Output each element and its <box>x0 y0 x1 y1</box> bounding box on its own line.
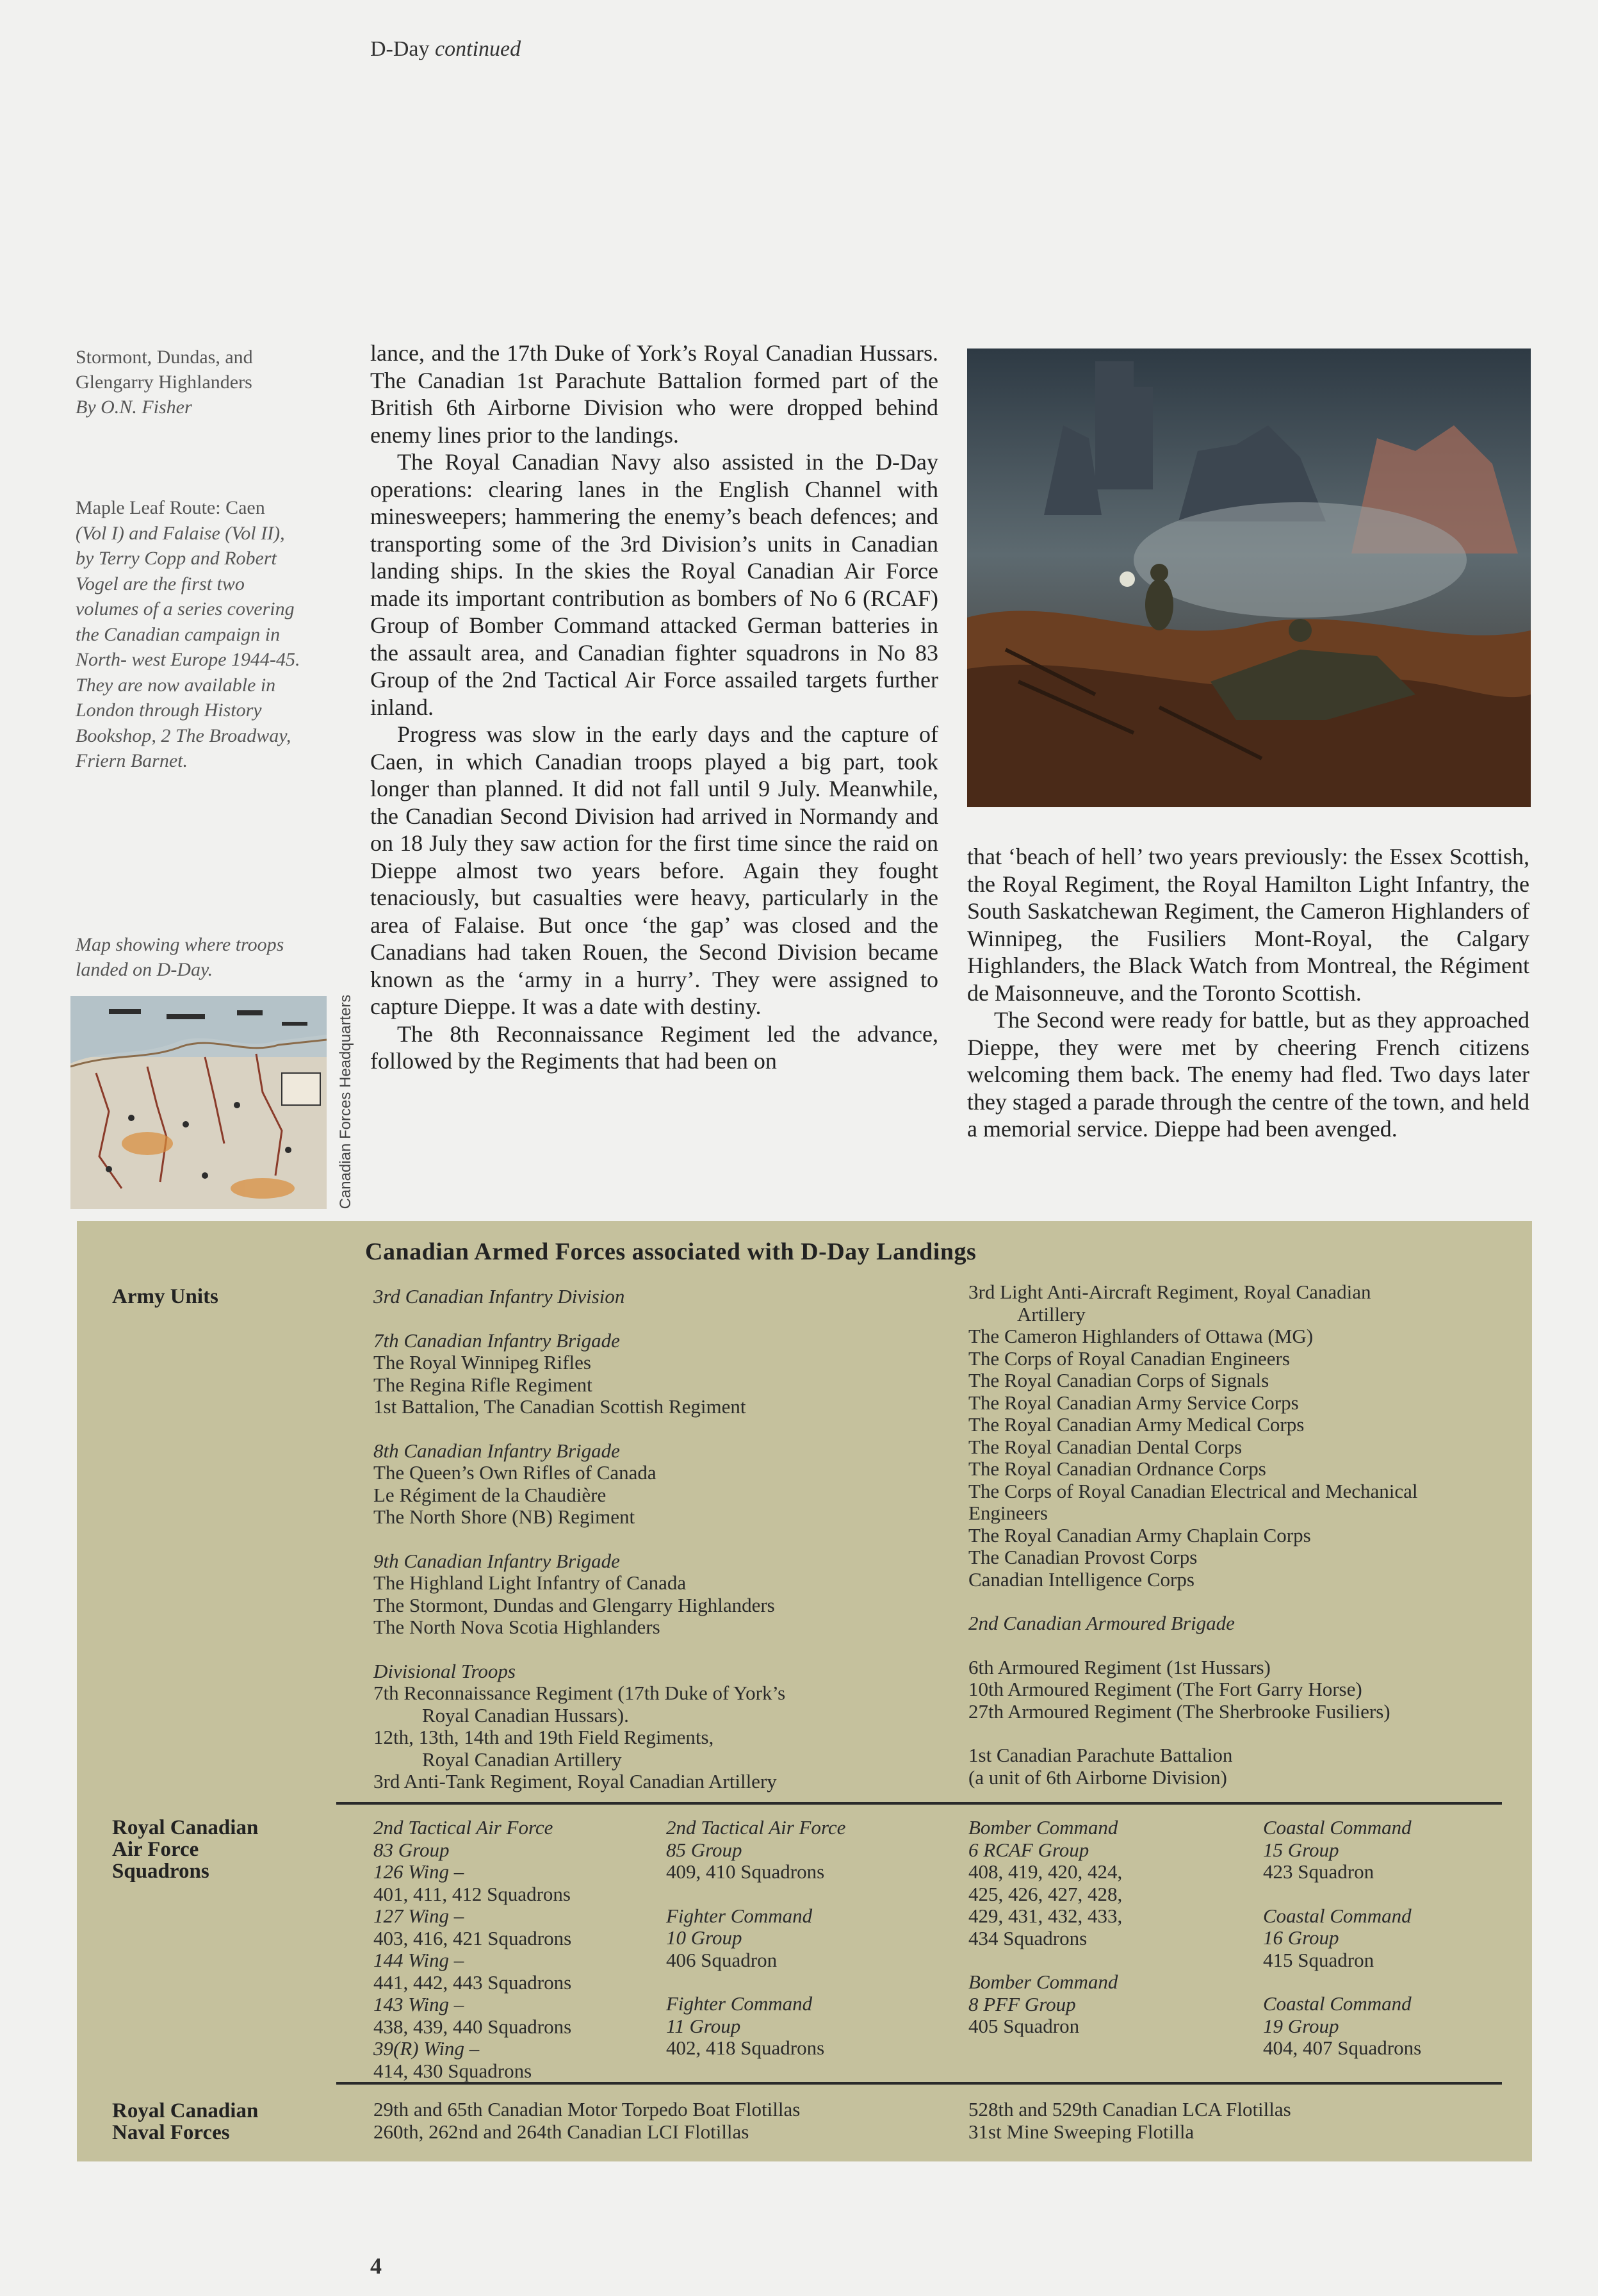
book-note-line: North- west Europe 1944-45. <box>76 649 300 670</box>
painting-artist: By O.N. Fisher <box>76 397 192 418</box>
book-note-line: Bookshop, 2 The Broadway, <box>76 725 291 746</box>
air-force-label-line: Royal Canadian <box>112 1816 259 1839</box>
list-item: Le Régiment de la Chaudière <box>373 1483 607 1506</box>
painting-illustration <box>967 348 1531 807</box>
photo-credit-text: Canadian Forces Headquarters <box>337 994 354 1210</box>
header-title: D-Day <box>370 37 430 61</box>
list-heading: Fighter Command <box>666 1904 813 1927</box>
list-item: The Corps of Royal Canadian Electrical and Mechanical <box>968 1479 1418 1502</box>
list-spacer <box>1263 1971 1421 1993</box>
list-item: 12th, 13th, 14th and 19th Field Regiments, <box>373 1726 714 1748</box>
list-item: 402, 418 Squadrons <box>666 2037 825 2059</box>
book-note-line: They are now available in <box>76 674 276 696</box>
army-units-right-list <box>968 1281 1418 1789</box>
list-item: 404, 407 Squadrons <box>1263 2037 1422 2059</box>
naval-forces-label-line: Naval Forces <box>112 2121 230 2144</box>
list-item: The Cameron Highlanders of Ottawa (MG) <box>968 1325 1314 1347</box>
list-spacer <box>666 1971 845 1993</box>
page-number: 4 <box>370 2253 382 2279</box>
list-item: 6th Armoured Regiment (1st Hussars) <box>968 1655 1271 1678</box>
list-heading: Bomber Command <box>968 1971 1118 1993</box>
naval-forces-left-list <box>373 2099 800 2143</box>
list-heading: 15 Group <box>1263 1838 1339 1861</box>
list-item: 429, 431, 432, 433, <box>968 1905 1123 1927</box>
list-heading: 3rd Canadian Infantry Division <box>373 1285 625 1308</box>
list-spacer <box>373 1308 785 1330</box>
list-spacer <box>1263 1883 1421 1905</box>
list-item: The North Nova Scotia Highlanders <box>373 1616 660 1638</box>
list-item: 1st Battalion, The Canadian Scottish Regiment <box>373 1395 746 1418</box>
list-item: 403, 416, 421 Squadrons <box>373 1926 572 1949</box>
list-spacer <box>968 1723 1418 1744</box>
list-item: The Stormont, Dundas and Glengarry Highlanders <box>373 1593 775 1616</box>
list-item: The Royal Canadian Corps of Signals <box>968 1369 1269 1391</box>
painting-caption-line: Stormont, Dundas, and <box>76 347 253 368</box>
list-item: Royal Canadian Artillery <box>422 1748 622 1771</box>
map-caption-line: Map showing where troops <box>76 934 284 955</box>
list-item: The North Shore (NB) Regiment <box>373 1505 635 1528</box>
paragraph: lance, and the 17th Duke of York’s Royal Canadian Hussars. The Canadian 1st Parachute Battalion formed part of the British 6th Airborne Division who were dropped behind enemy lines prior to the landings. <box>370 340 938 448</box>
book-note-line: volumes of a series covering <box>76 598 295 619</box>
section-divider <box>336 2082 1502 2085</box>
map-caption <box>76 932 332 982</box>
list-item: 434 Squadrons <box>968 1926 1088 1949</box>
list-heading: 39(R) Wing – <box>373 2037 480 2060</box>
list-item: 29th and 65th Canadian Motor Torpedo Boat Flotillas <box>373 2098 801 2120</box>
book-note-title: Maple Leaf Route: Caen <box>76 497 265 518</box>
army-units-left-list <box>373 1286 785 1793</box>
d-day-map-image <box>70 996 327 1209</box>
list-item: The Canadian Provost Corps <box>968 1546 1198 1568</box>
list-item: The Royal Winnipeg Rifles <box>373 1351 591 1374</box>
book-note-line: (Vol I) and Falaise (Vol II), <box>76 522 285 544</box>
list-item: 423 Squadron <box>1263 1860 1374 1883</box>
air-force-column-3 <box>968 1817 1122 2038</box>
list-item: The Highland Light Infantry of Canada <box>373 1571 687 1594</box>
list-heading: 11 Group <box>666 2014 741 2037</box>
page-header <box>370 37 521 62</box>
book-note-line: the Canadian campaign in <box>76 623 281 645</box>
list-item: The Queen’s Own Rifles of Canada <box>373 1461 656 1484</box>
list-spacer <box>373 1639 785 1660</box>
list-heading: Fighter Command <box>666 1992 813 2015</box>
map-caption-line: landed on D-Day. <box>76 959 213 980</box>
naval-forces-label-line: Royal Canadian <box>112 2099 259 2122</box>
map-illustration <box>70 996 327 1209</box>
list-spacer <box>373 1529 785 1550</box>
list-spacer <box>666 1883 845 1905</box>
book-note-line: Vogel are the first two <box>76 573 245 594</box>
list-item: 409, 410 Squadrons <box>666 1860 825 1883</box>
list-heading: Divisional Troops <box>373 1659 516 1682</box>
list-item: The Royal Canadian Army Chaplain Corps <box>968 1523 1311 1546</box>
list-spacer <box>968 1635 1418 1657</box>
book-note-line: by Terry Copp and Robert <box>76 548 277 569</box>
list-item: Engineers <box>968 1502 1048 1524</box>
list-item: Canadian Intelligence Corps <box>968 1568 1194 1591</box>
list-item: 415 Squadron <box>1263 1948 1374 1971</box>
list-item: 405 Squadron <box>968 2015 1080 2037</box>
list-item: The Corps of Royal Canadian Engineers <box>968 1347 1290 1370</box>
list-item: 425, 426, 427, 428, <box>968 1882 1123 1905</box>
list-heading: 8th Canadian Infantry Brigade <box>373 1439 620 1462</box>
air-force-label <box>112 1817 258 1882</box>
list-item: 441, 442, 443 Squadrons <box>373 1971 572 1994</box>
list-heading: 10 Group <box>666 1926 742 1949</box>
list-heading: Coastal Command <box>1263 1816 1412 1839</box>
list-item: The Royal Canadian Army Medical Corps <box>968 1413 1305 1436</box>
list-item: 438, 439, 440 Squadrons <box>373 2015 572 2038</box>
list-item: 1st Canadian Parachute Battalion <box>968 1744 1233 1766</box>
book-note <box>76 495 332 774</box>
list-heading: 144 Wing – <box>373 1949 464 1971</box>
list-heading: 16 Group <box>1263 1926 1339 1949</box>
painting-caption <box>76 345 332 420</box>
list-item: 401, 411, 412 Squadrons <box>373 1882 571 1905</box>
list-spacer <box>968 1949 1122 1971</box>
list-heading: 8 PFF Group <box>968 1992 1076 2015</box>
list-heading: 126 Wing – <box>373 1860 464 1883</box>
list-item: (a unit of 6th Airborne Division) <box>968 1766 1227 1789</box>
list-spacer <box>968 1591 1418 1612</box>
book-note-line: Friern Barnet. <box>76 750 188 771</box>
list-item: 528th and 529th Canadian LCA Flotillas <box>968 2098 1291 2120</box>
list-heading: 2nd Tactical Air Force <box>373 1816 553 1839</box>
air-force-label-line: Squadrons <box>112 1860 209 1883</box>
list-spacer <box>373 1418 785 1440</box>
list-heading: 127 Wing – <box>373 1905 464 1927</box>
list-heading: 85 Group <box>666 1838 742 1861</box>
list-item: The Royal Canadian Ordnance Corps <box>968 1457 1266 1480</box>
list-item: 406 Squadron <box>666 1948 778 1971</box>
paragraph: The Second were ready for battle, but as they approached Dieppe, they were met by cheering French citizens welcoming them back. The enemy had fled. Two days later they staged a parade through the centre of the town, and held a memorial service. Dieppe had been avenged. <box>967 1007 1529 1142</box>
list-item: 3rd Light Anti-Aircraft Regiment, Royal Canadian <box>968 1281 1371 1303</box>
paragraph: that ‘beach of hell’ two years previously: the Essex Scottish, the Royal Regiment, the Royal Hamilton Light Infantry, the South Saskatchewan Regiment, the Cameron Highlanders of Winnipeg, the Fusiliers Mont-Royal, the Calgary Highlanders, the Black Watch from Montreal, the Régiment de Maisonneuve, and the Toronto Scottish. <box>967 844 1529 1006</box>
list-heading: 7th Canadian Infantry Brigade <box>373 1329 620 1352</box>
list-item: The Royal Canadian Dental Corps <box>968 1435 1243 1458</box>
list-item: Royal Canadian Hussars). <box>422 1703 629 1726</box>
list-heading: 143 Wing – <box>373 1993 464 2015</box>
painting-caption-line: Glengarry Highlanders <box>76 372 252 393</box>
list-item: 414, 430 Squadrons <box>373 2059 532 2082</box>
paragraph: The 8th Reconnaissance Regiment led the advance, followed by the Regiments that had been on <box>370 1021 938 1074</box>
section-divider <box>336 1802 1502 1805</box>
list-item: The Regina Rifle Regiment <box>373 1373 592 1396</box>
paragraph: Progress was slow in the early days and the capture of Caen, in which Canadian troops played a big part, took longer than planned. It did not fall until 9 July. Meanwhile, the Canadian Second Division had arrived in Normandy and on 18 July they saw action for the first time since the raid on Dieppe almost two years before. Again they fought tenaciously, but casualties were heavy, particularly in the area of Falaise. But once ‘the gap’ was closed and the Canadians had taken Rouen, the Second Division became known as the ‘army in a hurry’. They were assigned to capture Dieppe. It was a date with destiny. <box>370 721 938 1019</box>
naval-forces-right-list <box>968 2099 1291 2143</box>
naval-forces-label <box>112 2100 258 2144</box>
body-column-right <box>967 843 1529 1143</box>
list-item: 7th Reconnaissance Regiment (17th Duke of York’s <box>373 1682 786 1704</box>
air-force-label-line: Air Force <box>112 1838 199 1861</box>
list-item: 31st Mine Sweeping Flotilla <box>968 2120 1194 2143</box>
photo-credit <box>333 993 359 1211</box>
list-heading: 83 Group <box>373 1838 450 1861</box>
list-item: 3rd Anti-Tank Regiment, Royal Canadian Artillery <box>373 1770 777 1792</box>
list-item: The Royal Canadian Army Service Corps <box>968 1391 1299 1414</box>
list-item: 10th Armoured Regiment (The Fort Garry Horse) <box>968 1678 1362 1700</box>
list-item: 260th, 262nd and 264th Canadian LCI Flotillas <box>373 2120 749 2143</box>
list-item: 408, 419, 420, 424, <box>968 1860 1123 1883</box>
list-heading: 2nd Tactical Air Force <box>666 1816 846 1839</box>
list-heading: Coastal Command <box>1263 1992 1412 2015</box>
list-heading: 6 RCAF Group <box>968 1838 1089 1861</box>
air-force-column-2 <box>666 1817 845 2060</box>
war-painting-image <box>967 348 1531 807</box>
list-item: 27th Armoured Regiment (The Sherbrooke Fusiliers) <box>968 1700 1390 1723</box>
air-force-column-4 <box>1263 1817 1421 2060</box>
air-force-column-1 <box>373 1817 571 2082</box>
list-heading: 19 Group <box>1263 2014 1339 2037</box>
book-note-line: London through History <box>76 700 262 721</box>
list-item: Artillery <box>1017 1302 1086 1325</box>
list-heading: Coastal Command <box>1263 1904 1412 1927</box>
list-heading: 2nd Canadian Armoured Brigade <box>968 1612 1235 1634</box>
header-title-suffix: continued <box>435 37 521 61</box>
list-heading: 9th Canadian Infantry Brigade <box>373 1549 620 1572</box>
army-units-label: Army Units <box>112 1285 218 1308</box>
list-heading: Bomber Command <box>968 1816 1118 1839</box>
paragraph: The Royal Canadian Navy also assisted in the D-Day operations: clearing lanes in the English Channel with minesweepers; hammering the enemy’s beach defences; and transporting some of the 3rd Division’s units in Canadian landing ships. In the skies the Royal Canadian Air Force made its important contribution as bombers of No 6 (RCAF) Group of Bomber Command attacked German batteries in the assault area, and Canadian fighter squadrons in No 83 Group of the 2nd Tactical Air Force assailed targets further inland. <box>370 449 938 720</box>
table-title: Canadian Armed Forces associated with D-Day Landings <box>365 1238 977 1265</box>
body-column-left <box>370 340 938 1075</box>
